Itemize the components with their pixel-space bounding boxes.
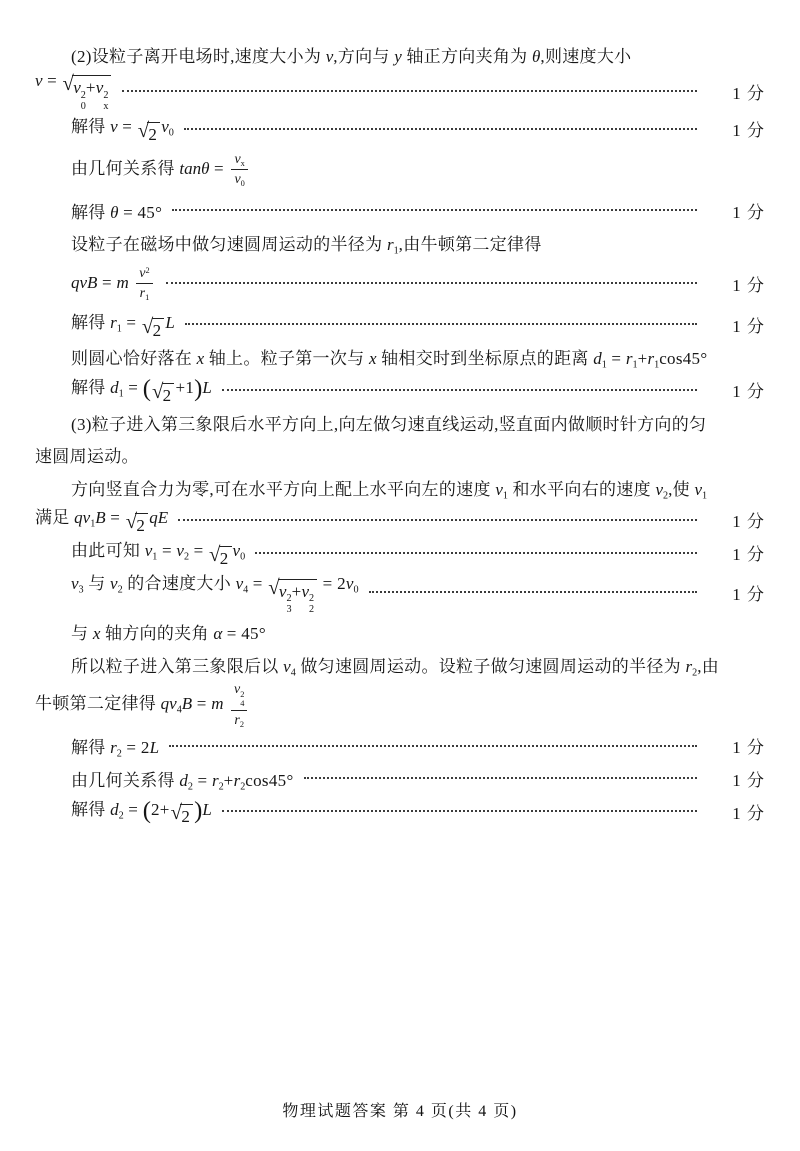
- dotted-leader: [185, 323, 697, 325]
- answer-line: [35, 471, 765, 504]
- dotted-leader: [369, 591, 697, 593]
- answer-sheet: [35, 38, 765, 827]
- fraction: $\frac{v_x}{v_0}$: [231, 151, 247, 189]
- line-content: 由此可知 $v_1 = v_2$ = √ 2 $v_0$: [71, 541, 246, 568]
- score-label: 1 分: [732, 83, 765, 103]
- line-content: (2)设粒子离开电场时,速度大小为 v,方向与 y 轴正方向夹角为 θ,则速度大小: [71, 46, 632, 66]
- score-label: 1 分: [732, 382, 765, 402]
- score-label: 1 分: [732, 121, 765, 141]
- dotted-leader: [255, 552, 697, 554]
- line-content: 所以粒子进入第三象限后以 $v_4$ 做匀速圆周运动。设粒子做匀速圆周运动的半径为 $r_2$,由: [71, 656, 720, 679]
- score-label: 1 分: [732, 316, 765, 336]
- line-content: 解得 $r_1$ = √ 2 L: [71, 312, 175, 340]
- dotted-leader: [184, 128, 697, 130]
- line-content: 牛顿第二定律得 $qv_4B = m$ v 2 4 $r_2$: [35, 681, 250, 729]
- dotted-leader: [304, 777, 697, 779]
- line-content: 速圆周运动。: [35, 447, 139, 467]
- line-content: 由几何关系得 $d_2 = r_2+r_2\cos 45^\circ$: [71, 770, 294, 793]
- dotted-leader: [172, 209, 697, 211]
- answer-line: [35, 194, 765, 227]
- score-label: 1 分: [732, 803, 765, 823]
- answer-line: [35, 569, 765, 616]
- answer-line: [35, 259, 765, 308]
- sqrt-radical: √ v 2 3 +v 2 2: [268, 579, 317, 616]
- line-content: $v_3$ 与 $v_2$ 的合速度大小 $v_4$ = √ v 2 3 +v 2 2 = $2v_0$: [71, 573, 359, 616]
- dotted-leader: [222, 389, 697, 391]
- answer-line: [35, 762, 765, 795]
- line-content: qvB = m $\frac{v^2}{r_1}$: [71, 265, 156, 303]
- line-content: 则圆心恰好落在 x 轴上。粒子第一次与 x 轴相交时到坐标原点的距离 $d_1 = r_1+r_1\cos 45^\circ$: [71, 349, 708, 372]
- fraction: v 2 4 $r_2$: [231, 681, 247, 729]
- line-content: 解得 θ = 45°: [71, 202, 163, 222]
- answer-line: [35, 373, 765, 406]
- score-label: 1 分: [732, 512, 765, 532]
- dotted-leader: [122, 90, 697, 92]
- answer-line: [35, 341, 765, 374]
- answer-line: [35, 536, 765, 569]
- score-label: 1 分: [732, 584, 765, 604]
- line-content: 由几何关系得 tanθ = $\frac{v_x}{v_0}$: [71, 151, 251, 189]
- sqrt-radical: √ 2: [171, 804, 194, 827]
- answer-line: [35, 503, 765, 536]
- answer-line: [35, 648, 765, 681]
- answer-line: [35, 308, 765, 341]
- line-content: 方向竖直合力为零,可在水平方向上配上水平向左的速度 $v_1$ 和水平向右的速度 $v_2$,使 $v_1$: [71, 479, 708, 502]
- answer-line: [35, 730, 765, 763]
- page-footer: 物理试题答案 第 4 页(共 4 页): [282, 1103, 518, 1120]
- dotted-leader: [166, 282, 697, 284]
- dotted-leader: [222, 810, 697, 812]
- answer-line: [35, 406, 765, 439]
- sqrt-radical: √ 2: [138, 122, 161, 145]
- score-label: 1 分: [732, 275, 765, 295]
- score-label: 1 分: [732, 770, 765, 790]
- answer-line: [35, 71, 765, 113]
- dotted-leader: [169, 745, 697, 747]
- line-content: 设粒子在磁场中做匀速圆周运动的半径为 $r_1$,由牛顿第二定律得: [71, 235, 542, 257]
- line-content: 解得 $r_2 = 2L$: [71, 738, 160, 761]
- answer-line: [35, 795, 765, 828]
- score-label: 1 分: [732, 202, 765, 222]
- fraction: $\frac{v^2}{r_1}$: [136, 265, 152, 303]
- answer-line: [35, 438, 765, 471]
- answer-line: [35, 38, 765, 71]
- line-content: 满足 $qv_1B$ = √ 2 qE: [35, 508, 169, 536]
- score-label: 1 分: [732, 738, 765, 758]
- line-content: 解得 v = √ 2 $v_0$: [71, 117, 174, 144]
- line-content: (3)粒子进入第三象限后水平方向上,向左做匀速直线运动,竖直面内做顺时针方向的匀: [71, 414, 707, 434]
- line-content: 解得 $d_1$ = ( √ 2 +1)L: [71, 375, 212, 405]
- dotted-leader: [178, 519, 697, 521]
- answer-line: [35, 226, 765, 259]
- line-content: 与 x 轴方向的夹角 α = 45°: [71, 624, 266, 644]
- answer-line: [35, 145, 765, 194]
- line-content: v = √ v 2 0 +v 2 x: [35, 71, 112, 113]
- sqrt-radical: √ v 2 0 +v 2 x: [63, 75, 112, 112]
- sqrt-radical: √ 2: [209, 546, 232, 569]
- score-label: 1 分: [732, 545, 765, 565]
- answer-line: [35, 112, 765, 145]
- sqrt-radical: √ 2: [152, 383, 175, 406]
- answer-line: [35, 616, 765, 649]
- sqrt-radical: √ 2: [126, 513, 149, 536]
- line-content: 解得 $d_2 = (2+$ √ 2 )L: [71, 796, 212, 827]
- answer-line: [35, 681, 765, 730]
- sqrt-radical: √ 2: [142, 318, 165, 341]
